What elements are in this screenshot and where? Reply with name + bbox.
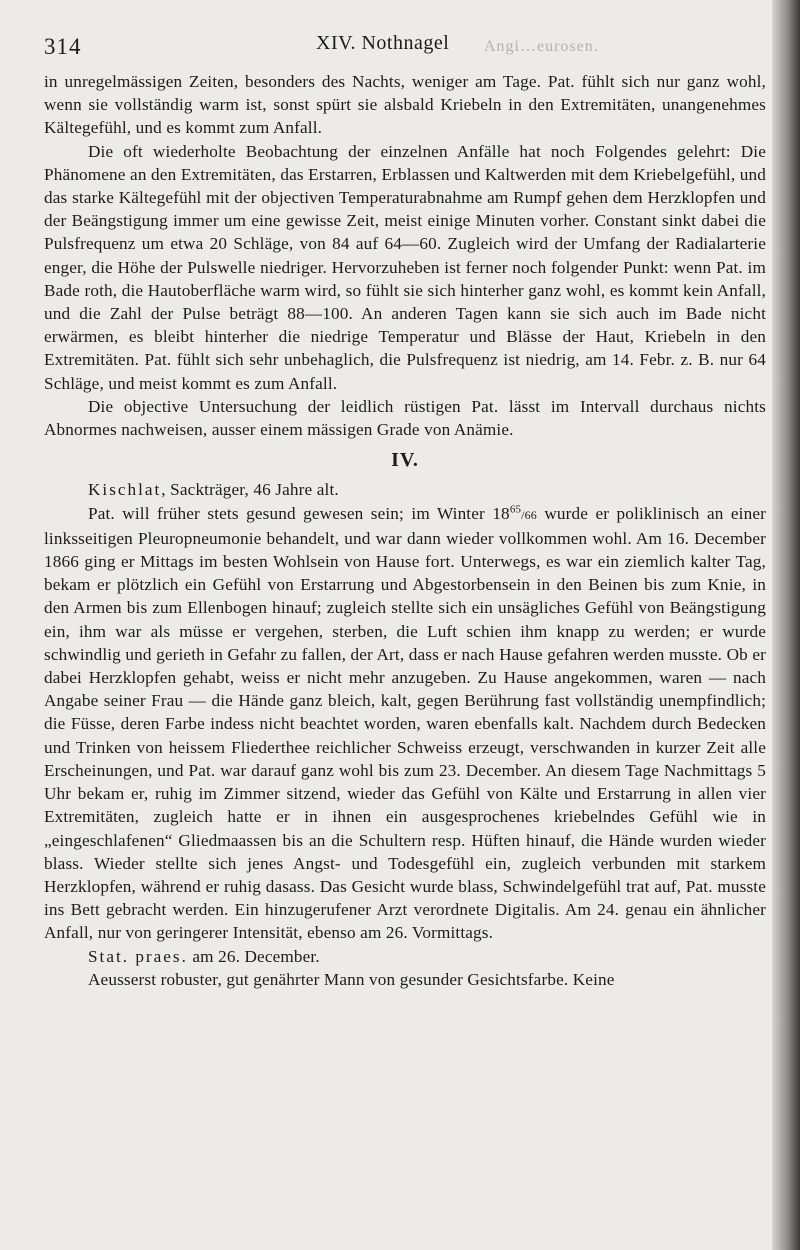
page-header <box>44 30 766 70</box>
paragraph-continuation: in unregelmässigen Zeiten, besonders des Nachts, weniger am Tage. Pat. fühlt sich nur ganz wohl, wenn sie vollständig warm ist, sonst spürt sie alsbald Kriebeln in den Extremitäten, unangenehmes Kältegefühl, und es kommt zum Anfall. <box>44 72 766 138</box>
case-heading: IV. <box>391 449 419 472</box>
patient-description: , Sackträger, 46 Jahre alt. <box>161 480 339 500</box>
running-head: XIV. Nothnagel <box>316 32 450 54</box>
patient-name: Kischlat <box>88 480 162 500</box>
body-text <box>44 70 766 991</box>
case-intro <box>44 478 766 501</box>
status-line <box>44 945 766 968</box>
paragraph-examination: Die objective Untersuchung der leidlich rüstigen Pat. lässt im Intervall durchaus nichts Abnormes nachweisen, ausser einem mässigen Grade von Anämie. <box>44 396 766 440</box>
case-history <box>44 502 766 945</box>
year-fraction: /66 <box>521 507 537 522</box>
history-rest: wurde er poliklinisch an einer linksseitigen Pleuropneumonie behandelt, und war dann wieder vollkommen wohl. Am 16. December 1866 ging er Mittags im besten Wohlsein von Hause fort. Unterwegs, es war ein ziemlich kalter Tag, bekam er plötzlich ein Gefühl von Erstarrung und Abgestorbensein in den Beinen bis zum Knie, in den Armen bis zum Ellenbogen hinauf; zugleich stellte sich ein unsägliches Gefühl von Beängstigung ein, ihm war als müsse er vergehen, sterben, die Luft schien ihm knapp zu werden; er wurde schwindlig und gerieth in Gefahr zu fallen, der Art, dass er nach Hause gefahren werden musste. Ob er dabei Herzklopfen gehabt, weiss er nicht mehr anzugeben. Zu Hause angekommen, waren — nach Angabe seiner Frau — die Hände ganz bleich, kalt, gegen Berührung fast vollständig unempfindlich; die Füsse, deren Farbe indess nicht beachtet worden, waren ebenfalls kalt. Nachdem durch Bedecken und Trinken von heissem Fliederthee reichlicher Schweiss erzeugt, verschwanden in kurzer Zeit alle Erscheinungen, und Pat. war darauf ganz wohl bis zum 23. December. An diesem Tage Nachmittags 5 Uhr bekam er, ruhig im Zimmer sitzend, wieder das Gefühl von Kälte und Erstarrung in allen vier Extremitäten, zugleich hatte er in ihnen ein ausgesprochenes kriebelndes Gefühl wie in „eingeschlafenen“ Gliedmaassen bis an die Schultern resp. Hüften hinauf, die Hände wurden wieder blass. Wieder stellte sich jenes Angst- und Todesgefühl ein, zugleich verbunden mit starkem Herzklopfen, während er ruhig dasass. Das Gesicht wurde blass, Schwindelgefühl trat auf, Pat. musste ins Bett gebracht werden. Ein hinzugerufener Arzt verordnete Digitalis. Am 24. genau ein ähnlicher Anfall, nur von geringerer Intensität, ebenso am 26. Vormittags. <box>44 503 766 943</box>
paragraph-observation: Die oft wiederholte Beobachtung der einzelnen Anfälle hat noch Folgendes gelehrt: Die Phänomene an den Extremitäten, das Erstarren, Erblassen und Kaltwerden mit dem Kriebelgefühl, und das starke Kältegefühl mit der objectiven Temperaturabnahme am Rumpf gehen dem Herzklopfen und der Beängstigung immer um eine gewisse Zeit, meist einige Minuten vorher. Constant sinkt dabei die Pulsfrequenz um etwa 20 Schläge, von 84 auf 64—60. Zugleich wird der Umfang der Radialarterie enger, die Höhe der Pulswelle niedriger. Hervorzuheben ist ferner noch folgender Punkt: wenn Pat. im Bade roth, die Hautoberfläche warm wird, so fühlt sie sich hinterher ganz wohl, es kommt kein Anfall, und die Zahl der Pulse beträgt 88—100. An anderen Tagen kann sie sich auch im Bade nicht erwärmen, es bleibt hinterher die niedrige Temperatur und Blässe der Haut, Kriebeln in den Extremitäten. Pat. fühlt sich sehr unbehaglich, die Pulsfrequenz ist niedrig, am 14. Febr. z. B. nur 64 Schläge, und meist kommt es zum Anfall. <box>44 141 766 393</box>
year-superscript: 65 <box>509 502 522 515</box>
book-spine-shadow <box>772 0 800 1250</box>
status-rest: am 26. December. <box>187 946 320 966</box>
book-page <box>44 30 766 991</box>
bleed-through-text: Angi…eurosen. <box>484 38 599 55</box>
page-number: 314 <box>44 34 82 59</box>
status-label: Stat. praes. <box>88 946 188 966</box>
paragraph-final: Aeusserst robuster, gut genährter Mann von gesunder Gesichtsfarbe. Keine <box>88 969 615 989</box>
history-start: Pat. will früher stets gesund gewesen sein; im Winter 18 <box>88 503 510 523</box>
